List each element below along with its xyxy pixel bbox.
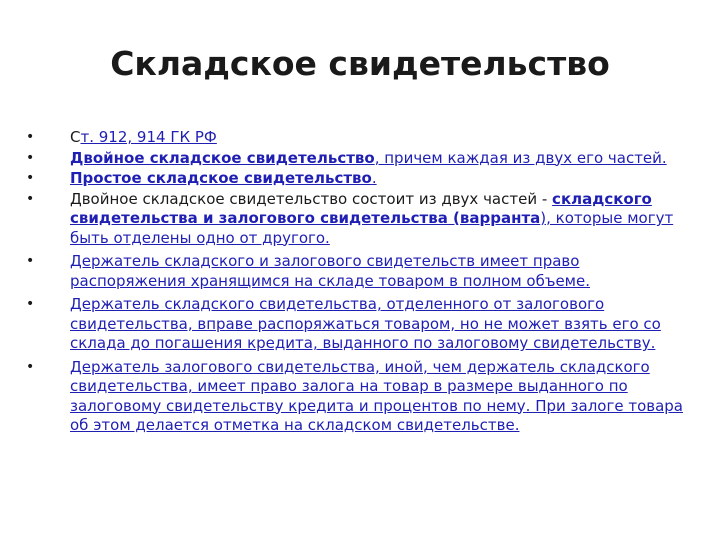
law-articles-link[interactable]: т. 912, 914 ГК РФ [80, 128, 217, 146]
list-item [26, 190, 696, 249]
double-certificate-link[interactable]: Двойное складское свидетельство [70, 148, 375, 167]
slide-title: Складское свидетельство [110, 44, 610, 83]
bullet-icon: • [26, 296, 35, 312]
list-item [26, 295, 696, 354]
item-text: С [70, 128, 81, 146]
simple-certificate-rest-link[interactable]: . [371, 169, 377, 187]
bullet-icon: • [26, 129, 35, 145]
list-item [26, 358, 696, 436]
holder-warehouse-link[interactable]: Держатель складского свидетельства, отделенного от залогового свидетельства, вправе распоряжаться товаром, но не может взять его со склада до погашения кредита, выданного по залоговому свидетельству. [70, 295, 661, 352]
list-item [26, 169, 696, 189]
bullet-list [26, 128, 696, 437]
simple-certificate-link[interactable]: Простое складское свидетельство [70, 169, 372, 187]
bullet-icon: • [26, 149, 35, 166]
list-item [26, 149, 696, 169]
bullet-icon: • [26, 190, 35, 207]
list-item [26, 128, 696, 148]
double-certificate-rest-link[interactable]: , причем каждая из двух его частей. [374, 148, 667, 167]
holder-both-link[interactable]: Держатель складского и залогового свидетельств имеет право распоряжения хранящимся на складе товаром в полном объеме. [70, 252, 590, 290]
item-text: Двойное складское свидетельство состоит из двух частей - [70, 189, 553, 208]
warrant-link[interactable]: складского свидетельства и залогового свидетельства (варранта [70, 189, 652, 227]
warrant-rest-link[interactable]: ), которые могут быть отделены одно от другого. [70, 209, 674, 247]
bullet-icon: • [26, 170, 35, 186]
list-item [26, 252, 696, 291]
bullet-icon: • [26, 358, 35, 375]
holder-pledge-link[interactable]: Держатель залогового свидетельства, иной, чем держатель складского свидетельства, имеет право залога на товар в размере выданного по залоговому свидетельству кредита и процентов по нему. При залоге товара об этом делается отметка на складском свидетельстве. [70, 357, 683, 434]
bullet-icon: • [26, 253, 35, 269]
